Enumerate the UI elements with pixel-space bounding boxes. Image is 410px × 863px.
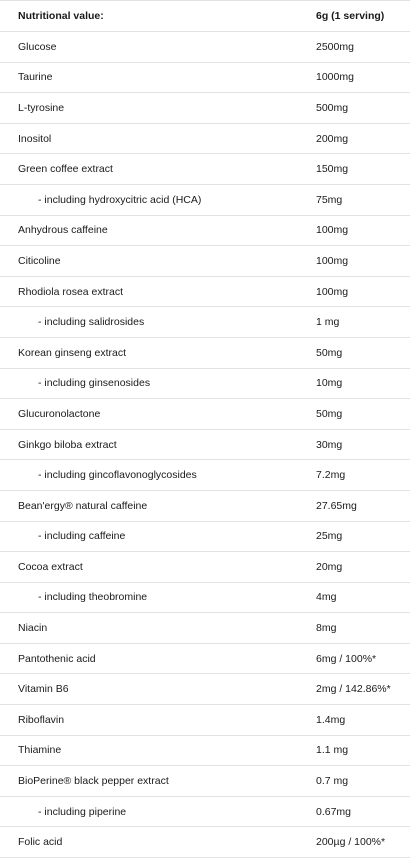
table-row [0,338,410,369]
ingredient-name: BioPerine® black pepper extract [18,775,169,788]
sub-ingredient-name: - including hydroxycitric acid (HCA) [38,193,202,206]
nutrition-table-body [0,32,410,858]
ingredient-name: Vitamin B6 [18,683,69,696]
ingredient-amount: 20mg [316,560,343,573]
ingredient-name: Pantothenic acid [18,652,96,665]
table-row [0,736,410,767]
table-row [0,185,410,216]
ingredient-name: Inositol [18,132,52,145]
ingredient-amount: 4mg [316,591,337,604]
header-name-column: Nutritional value: [18,10,104,22]
ingredient-name: Rhodiola rosea extract [18,285,124,298]
ingredient-amount: 100mg [316,285,349,298]
ingredient-amount: 100mg [316,224,349,237]
sub-ingredient-name: - including caffeine [38,530,126,543]
ingredient-amount: 100mg [316,254,349,267]
ingredient-amount: 500mg [316,101,349,114]
ingredient-name: Folic acid [18,836,63,849]
table-row [0,307,410,338]
ingredient-amount: 0.67mg [316,805,352,818]
ingredient-amount: 200µg / 100%* [316,836,386,849]
ingredient-amount: 1000mg [316,71,354,84]
table-row [0,674,410,705]
ingredient-amount: 1.1 mg [316,744,349,757]
table-row [0,63,410,94]
ingredient-amount: 2500mg [316,40,354,53]
ingredient-amount: 27.65mg [316,499,357,512]
table-row [0,583,410,614]
table-row [0,430,410,461]
ingredient-name: Green coffee extract [18,163,113,176]
table-row [0,460,410,491]
ingredient-amount: 6mg / 100%* [316,652,377,665]
table-row [0,552,410,583]
ingredient-amount: 0.7 mg [316,775,349,788]
table-row [0,93,410,124]
ingredient-name: Glucuronolactone [18,407,101,420]
ingredient-name: Ginkgo biloba extract [18,438,117,451]
ingredient-name: Niacin [18,622,48,635]
table-row [0,797,410,828]
table-row [0,705,410,736]
ingredient-name: L-tyrosine [18,101,65,114]
header-value-column: 6g (1 serving) [316,10,385,22]
ingredient-amount: 50mg [316,407,343,420]
ingredient-amount: 2mg / 142.86%* [316,683,391,696]
ingredient-amount: 200mg [316,132,349,145]
table-row [0,522,410,553]
ingredient-amount: 7.2mg [316,469,346,482]
table-row [0,32,410,63]
ingredient-name: Thiamine [18,744,62,757]
sub-ingredient-name: - including piperine [38,805,127,818]
table-row [0,369,410,400]
ingredient-name: Anhydrous caffeine [18,224,108,237]
ingredient-name: Bean'ergy® natural caffeine [18,499,148,512]
table-row [0,766,410,797]
table-row [0,491,410,522]
table-row [0,246,410,277]
ingredient-amount: 1.4mg [316,713,346,726]
sub-ingredient-name: - including gincoflavonoglycosides [38,469,197,482]
table-row [0,399,410,430]
ingredient-amount: 75mg [316,193,343,206]
table-row [0,216,410,247]
ingredient-name: Glucose [18,40,57,53]
ingredient-amount: 150mg [316,163,349,176]
ingredient-name: Korean ginseng extract [18,346,126,359]
table-row [0,613,410,644]
ingredient-amount: 8mg [316,622,337,635]
sub-ingredient-name: - including theobromine [38,591,148,604]
ingredient-amount: 50mg [316,346,343,359]
ingredient-amount: 25mg [316,530,343,543]
ingredient-amount: 10mg [316,377,343,390]
ingredient-name: Taurine [18,71,53,84]
ingredient-amount: 30mg [316,438,343,451]
nutrition-table-header [0,1,410,32]
table-row [0,644,410,675]
table-row [0,154,410,185]
table-row [0,827,410,858]
table-row [0,124,410,155]
table-row [0,277,410,308]
ingredient-amount: 1 mg [316,316,340,329]
ingredient-name: Riboflavin [18,713,65,726]
sub-ingredient-name: - including ginsenosides [38,377,151,390]
sub-ingredient-name: - including salidrosides [38,316,145,329]
ingredient-name: Cocoa extract [18,560,83,573]
ingredient-name: Citicoline [18,254,61,267]
